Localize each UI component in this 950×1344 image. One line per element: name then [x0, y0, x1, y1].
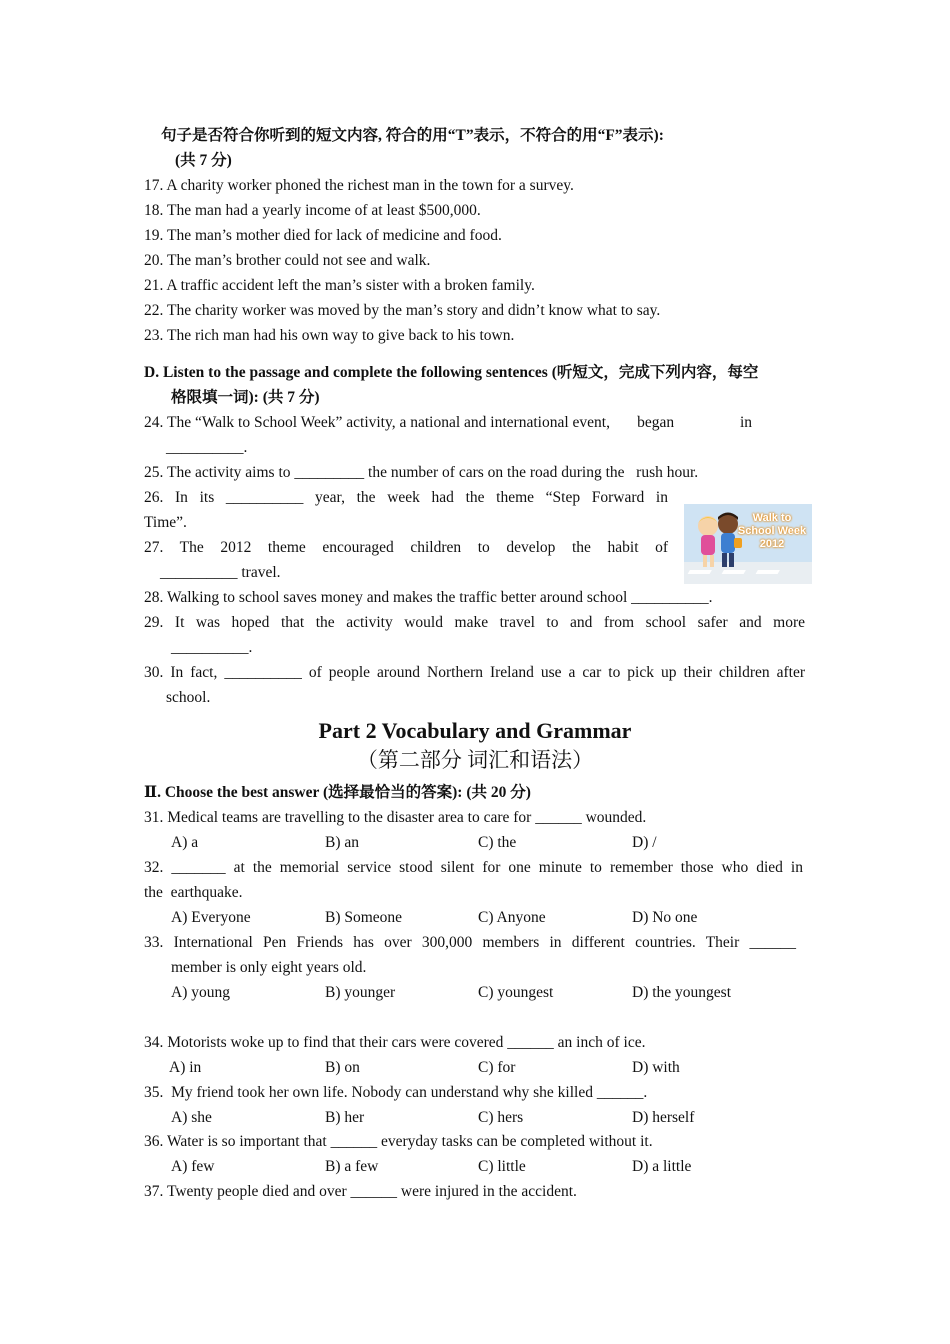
question-29: 29. It was hoped that the activity would make travel to and from school safer and more [144, 614, 805, 631]
option-d: D) the youngest [632, 984, 732, 1001]
question-25: 25. The activity aims to _________ the number of cars on the road during the rush hour. [144, 464, 699, 481]
image-label-line1: Walk to [752, 512, 792, 524]
option-d: D) a little [632, 1158, 692, 1175]
question-21: 21. A traffic accident left the man’s sister with a broken family. [144, 277, 535, 294]
question-33-cont: member is only eight years old. [171, 959, 367, 976]
section-ii-heading: Ⅱ. Choose the best answer (选择最恰当的答案): (共 20 分) [144, 784, 531, 801]
question-17: 17. A charity worker phoned the richest man in the town for a survey. [144, 177, 574, 194]
option-a: A) Everyone [171, 909, 251, 926]
question-32-cont: the earthquake. [144, 884, 243, 901]
question-34-options [169, 1058, 809, 1078]
option-d: D) No one [632, 909, 698, 926]
question-29-cont: __________. [171, 639, 253, 656]
question-30: 30. In fact, __________ of people around Northern Ireland use a car to pick up their children after [144, 664, 805, 681]
option-b: B) Someone [325, 909, 403, 926]
question-24-blank: __________. [166, 439, 248, 456]
question-18: 18. The man had a yearly income of at least $500,000. [144, 202, 481, 219]
part2-subtitle: （第二部分 词汇和语法） [356, 748, 594, 772]
section-d-heading: D. Listen to the passage and complete the following sentences (听短文，完成下列内容，每空 [144, 364, 759, 381]
section-d-heading-cont: 格限填一词): (共 7 分) [171, 389, 320, 406]
option-a: A) she [171, 1109, 212, 1126]
question-26: 26. In its __________ year, the week had the theme “Step Forward in [144, 489, 668, 506]
question-36-options [171, 1157, 811, 1177]
option-a: A) few [171, 1158, 215, 1175]
option-d: D) / [632, 834, 657, 851]
section-c-points: (共 7 分) [175, 152, 232, 169]
question-32: 32. _______ at the memorial service stood silent for one minute to remember those who died in [144, 859, 803, 876]
section-c-instruction: 句子是否符合你听到的短文内容, 符合的用“T”表示，不符合的用“F”表示): [161, 127, 664, 144]
option-a: A) young [171, 984, 230, 1001]
question-34: 34. Motorists woke up to find that their cars were covered ______ an inch of ice. [144, 1034, 646, 1051]
question-31: 31. Medical teams are travelling to the disaster area to care for ______ wounded. [144, 809, 647, 826]
question-33-options [171, 983, 811, 1003]
question-36: 36. Water is so important that ______ everyday tasks can be completed without it. [144, 1133, 653, 1150]
image-label-line2: School Week [737, 525, 807, 537]
option-b: B) a few [325, 1158, 379, 1175]
question-27: 27. The 2012 theme encouraged children to develop the habit of [144, 539, 668, 556]
question-37: 37. Twenty people died and over ______ were injured in the accident. [144, 1183, 577, 1200]
question-35-options [171, 1108, 811, 1128]
question-24: 24. The “Walk to School Week” activity, a national and international event, began in [144, 414, 753, 431]
option-a: A) a [171, 834, 199, 851]
option-c: C) hers [478, 1109, 524, 1126]
part2-title: Part 2 Vocabulary and Grammar [318, 718, 632, 743]
option-b: B) an [325, 834, 360, 851]
option-c: C) the [478, 834, 517, 851]
question-30-cont: school. [166, 689, 211, 706]
question-26-cont: Time”. [144, 514, 187, 531]
question-22: 22. The charity worker was moved by the man’s story and didn’t know what to say. [144, 302, 661, 319]
question-27-cont: __________ travel. [160, 564, 281, 581]
question-32-options [171, 908, 811, 928]
image-label-line3: 2012 [759, 538, 785, 550]
option-b: B) on [325, 1059, 360, 1076]
question-35: 35. My friend took her own life. Nobody can understand why she killed ______. [144, 1084, 648, 1101]
walk-to-school-week-image [684, 504, 812, 584]
option-c: C) little [478, 1158, 526, 1175]
option-c: C) Anyone [478, 909, 546, 926]
option-b: B) her [325, 1109, 365, 1126]
option-b: B) younger [325, 984, 396, 1001]
question-31-options [171, 833, 811, 853]
option-c: C) youngest [478, 984, 554, 1001]
option-a: A) in [169, 1059, 202, 1076]
question-33: 33. International Pen Friends has over 300,000 members in different countries. Their ______ [144, 934, 796, 951]
option-d: D) herself [632, 1109, 695, 1126]
question-28: 28. Walking to school saves money and makes the traffic better around school __________. [144, 589, 713, 606]
option-d: D) with [632, 1059, 680, 1076]
question-23: 23. The rich man had his own way to give back to his town. [144, 327, 515, 344]
question-20: 20. The man’s brother could not see and walk. [144, 252, 431, 269]
question-19: 19. The man’s mother died for lack of medicine and food. [144, 227, 502, 244]
option-c: C) for [478, 1059, 516, 1076]
